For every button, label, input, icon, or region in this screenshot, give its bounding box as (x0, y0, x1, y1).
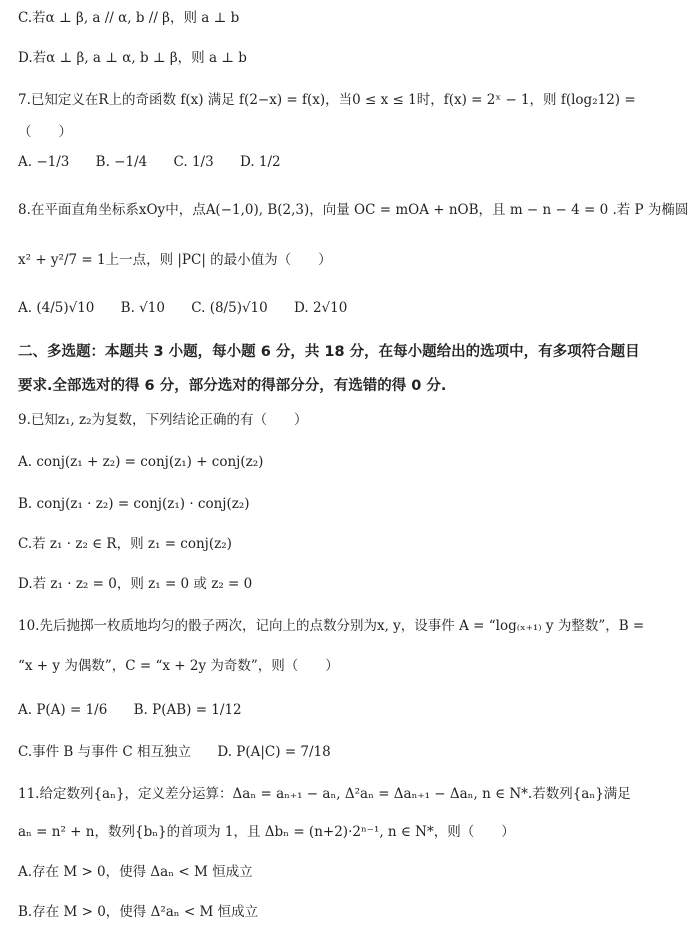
q7-stem: 7.已知定义在R上的奇函数 f(x) 满足 f(2−x) = f(x)，当0 ≤ x ≤ 1时，f(x) = 2ˣ − 1，则 f(log₂12) = (18, 92, 636, 108)
q10-options-cd (18, 742, 353, 762)
q8-option-a: A. (4/5)√10 (18, 300, 95, 316)
q10-option-c: C.事件 B 与事件 C 相互独立 (18, 744, 192, 760)
q11-option-b: B.存在 M > 0，使得 Δ²aₙ < M 恒成立 (18, 904, 259, 920)
q10-stem-line1: 10.先后抛掷一枚质地均匀的骰子两次，记向上的点数分别为x, y，设事件 A = “log₍ₓ₊₁₎ y 为整数”，B = (18, 618, 645, 634)
q8-options (18, 298, 369, 318)
q9-option-a: A. conj(z₁ + z₂) = conj(z₁) + conj(z₂) (18, 454, 264, 470)
q9-option-b: B. conj(z₁ · z₂) = conj(z₁) · conj(z₂) (18, 496, 250, 512)
q10-stem-line2: “x + y 为偶数”，C = “x + 2y 为奇数”，则（ ） (18, 658, 339, 674)
q10-option-a: A. P(A) = 1/6 (18, 702, 108, 718)
section2-heading-line2: 要求.全部选对的得 6 分，部分选对的得部分分，有选错的得 0 分. (18, 378, 447, 394)
q7-option-a: A. −1/3 (18, 154, 70, 170)
q11-option-a: A.存在 M > 0，使得 Δaₙ < M 恒成立 (18, 864, 253, 880)
q10-option-d: D. P(A|C) = 7/18 (217, 744, 331, 760)
q7-option-b: B. −1/4 (95, 154, 148, 170)
q10-option-b: B. P(AB) = 1/12 (133, 702, 242, 718)
q7-options (18, 152, 303, 172)
q10-options-ab (18, 700, 264, 720)
q9-stem: 9.已知z₁, z₂为复数，下列结论正确的有（ ） (18, 412, 308, 428)
q8-stem-line1: 8.在平面直角坐标系xOy中，点A(−1,0), B(2,3)，向量 OC = mOA + nOB，且 m − n − 4 = 0 .若 P 为椭圆 (18, 202, 689, 218)
q8-option-b: B. √10 (120, 300, 165, 316)
q11-stem-line2: aₙ = n² + n，数列{bₙ}的首项为 1，且 Δbₙ = (n+2)·2ⁿ⁻¹, n ∈ N*，则（ ） (18, 824, 515, 840)
q6-option-d: D.若α ⊥ β, a ⊥ α, b ⊥ β，则 a ⊥ b (18, 50, 247, 66)
section2-heading-line1: 二、多选题：本题共 3 小题，每小题 6 分，共 18 分，在每小题给出的选项中，有多项符合题目 (18, 344, 640, 360)
q7-blank: （ ） (18, 124, 72, 140)
q8-stem-line2: x² + y²/7 = 1上一点，则 |PC| 的最小值为（ ） (18, 252, 332, 268)
q8-option-c: C. (8/5)√10 (191, 300, 268, 316)
q9-option-c: C.若 z₁ · z₂ ∈ R，则 z₁ = conj(z₂) (18, 536, 232, 552)
q7-option-c: C. 1/3 (173, 154, 214, 170)
q9-option-d: D.若 z₁ · z₂ = 0，则 z₁ = 0 或 z₂ = 0 (18, 576, 253, 592)
q11-stem-line1: 11.给定数列{aₙ}，定义差分运算：Δaₙ = aₙ₊₁ − aₙ, Δ²aₙ = Δaₙ₊₁ − Δaₙ, n ∈ N*.若数列{aₙ}满足 (18, 786, 631, 802)
q7-option-d: D. 1/2 (239, 154, 281, 170)
q6-option-c: C.若α ⊥ β, a // α, b // β，则 a ⊥ b (18, 10, 240, 26)
q8-option-d: D. 2√10 (294, 300, 348, 316)
